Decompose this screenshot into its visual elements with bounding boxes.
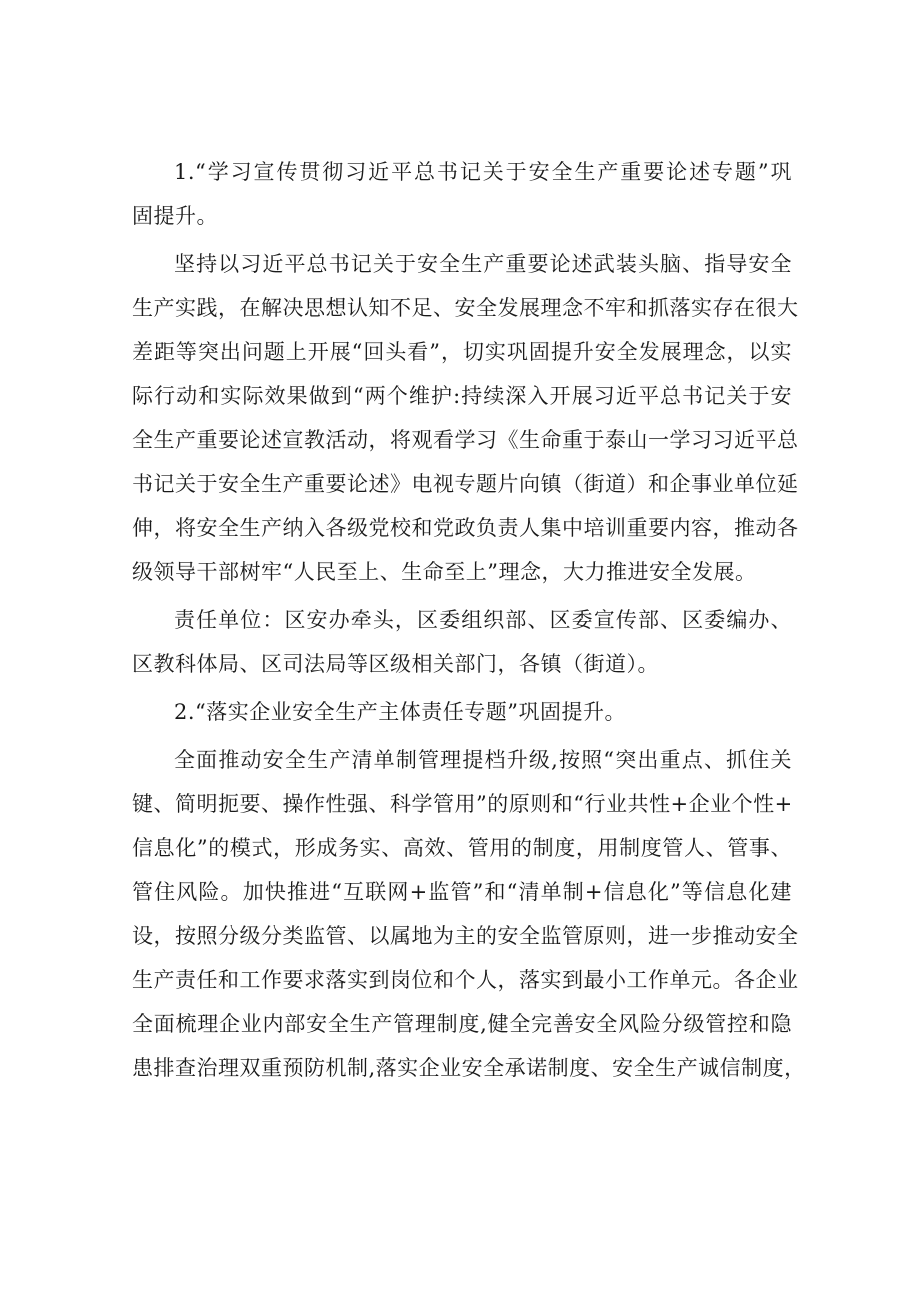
- section-1-body-line: 坚持以习近平总书记关于安全生产重要论述武装头脑、指导安全: [174, 252, 792, 276]
- section-2-body-line: 信息化”的模式，形成务实、高效、管用的制度，用制度管人、管事、: [132, 836, 792, 860]
- section-2-body-line: 生产责任和工作要求落实到岗位和个人，落实到最小工作单元。各企业: [132, 968, 799, 992]
- section-1-body-line: 伸，将安全生产纳入各级党校和党政负责人集中培训重要内容，推动各: [132, 516, 799, 540]
- section-1-body-line: 级领导干部树牢“人民至上、生命至上”理念，大力推进安全发展。: [132, 560, 757, 584]
- section-2-body-line: 键、简明扼要、操作性强、科学管用”的原则和“行业共性+企业个性+: [132, 792, 793, 816]
- section-1-responsibility-line: 区教科体局、区司法局等区级相关部门，各镇（街道）。: [132, 652, 659, 676]
- section-2-body-line: 管住风险。加快推进“互联网+监管”和“清单制+信息化”等信息化建: [132, 880, 792, 904]
- section-2-body-line: 患排查治理双重预防机制,落实企业安全承诺制度、安全生产诚信制度，: [132, 1056, 806, 1080]
- section-1-heading-line-2: 固提升。: [132, 204, 218, 228]
- section-1-body-line: 差距等突出问题上开展“回头看”，切实巩固提升安全发展理念，以实: [132, 340, 792, 364]
- section-1-body-line: 际行动和实际效果做到“两个维护:持续深入开展习近平总书记关于安: [132, 384, 792, 408]
- section-2-body-line: 设，按照分级分类监管、以属地为主的安全监管原则，进一步推动安全: [132, 924, 799, 948]
- document-page: [132, 150, 806, 1090]
- section-1-body-line: 书记关于安全生产重要论述》电视专题片向镇（街道）和企事业单位延: [132, 472, 799, 496]
- section-2-heading-line: 2.“落实企业安全生产主体责任专题”巩固提升。: [174, 700, 627, 724]
- section-1-responsibility-line: 责任单位：区安办牵头，区委组织部、区委宣传部、区委编办、: [174, 608, 792, 632]
- section-2-body-line: 全面梳理企业内部安全生产管理制度,健全完善安全风险分级管控和隐: [132, 1012, 792, 1036]
- section-1-heading-line-1: 1.“学习宣传贯彻习近平总书记关于安全生产重要论述专题”巩: [174, 160, 792, 184]
- section-1-body-line: 全生产重要论述宣教活动，将观看学习《生命重于泰山一学习习近平总: [132, 428, 799, 452]
- section-1-body-line: 生产实践，在解决思想认知不足、安全发展理念不牢和抓落实存在很大: [132, 296, 799, 320]
- section-2-body-line: 全面推动安全生产清单制管理提档升级,按照“突出重点、抓住关: [174, 748, 792, 772]
